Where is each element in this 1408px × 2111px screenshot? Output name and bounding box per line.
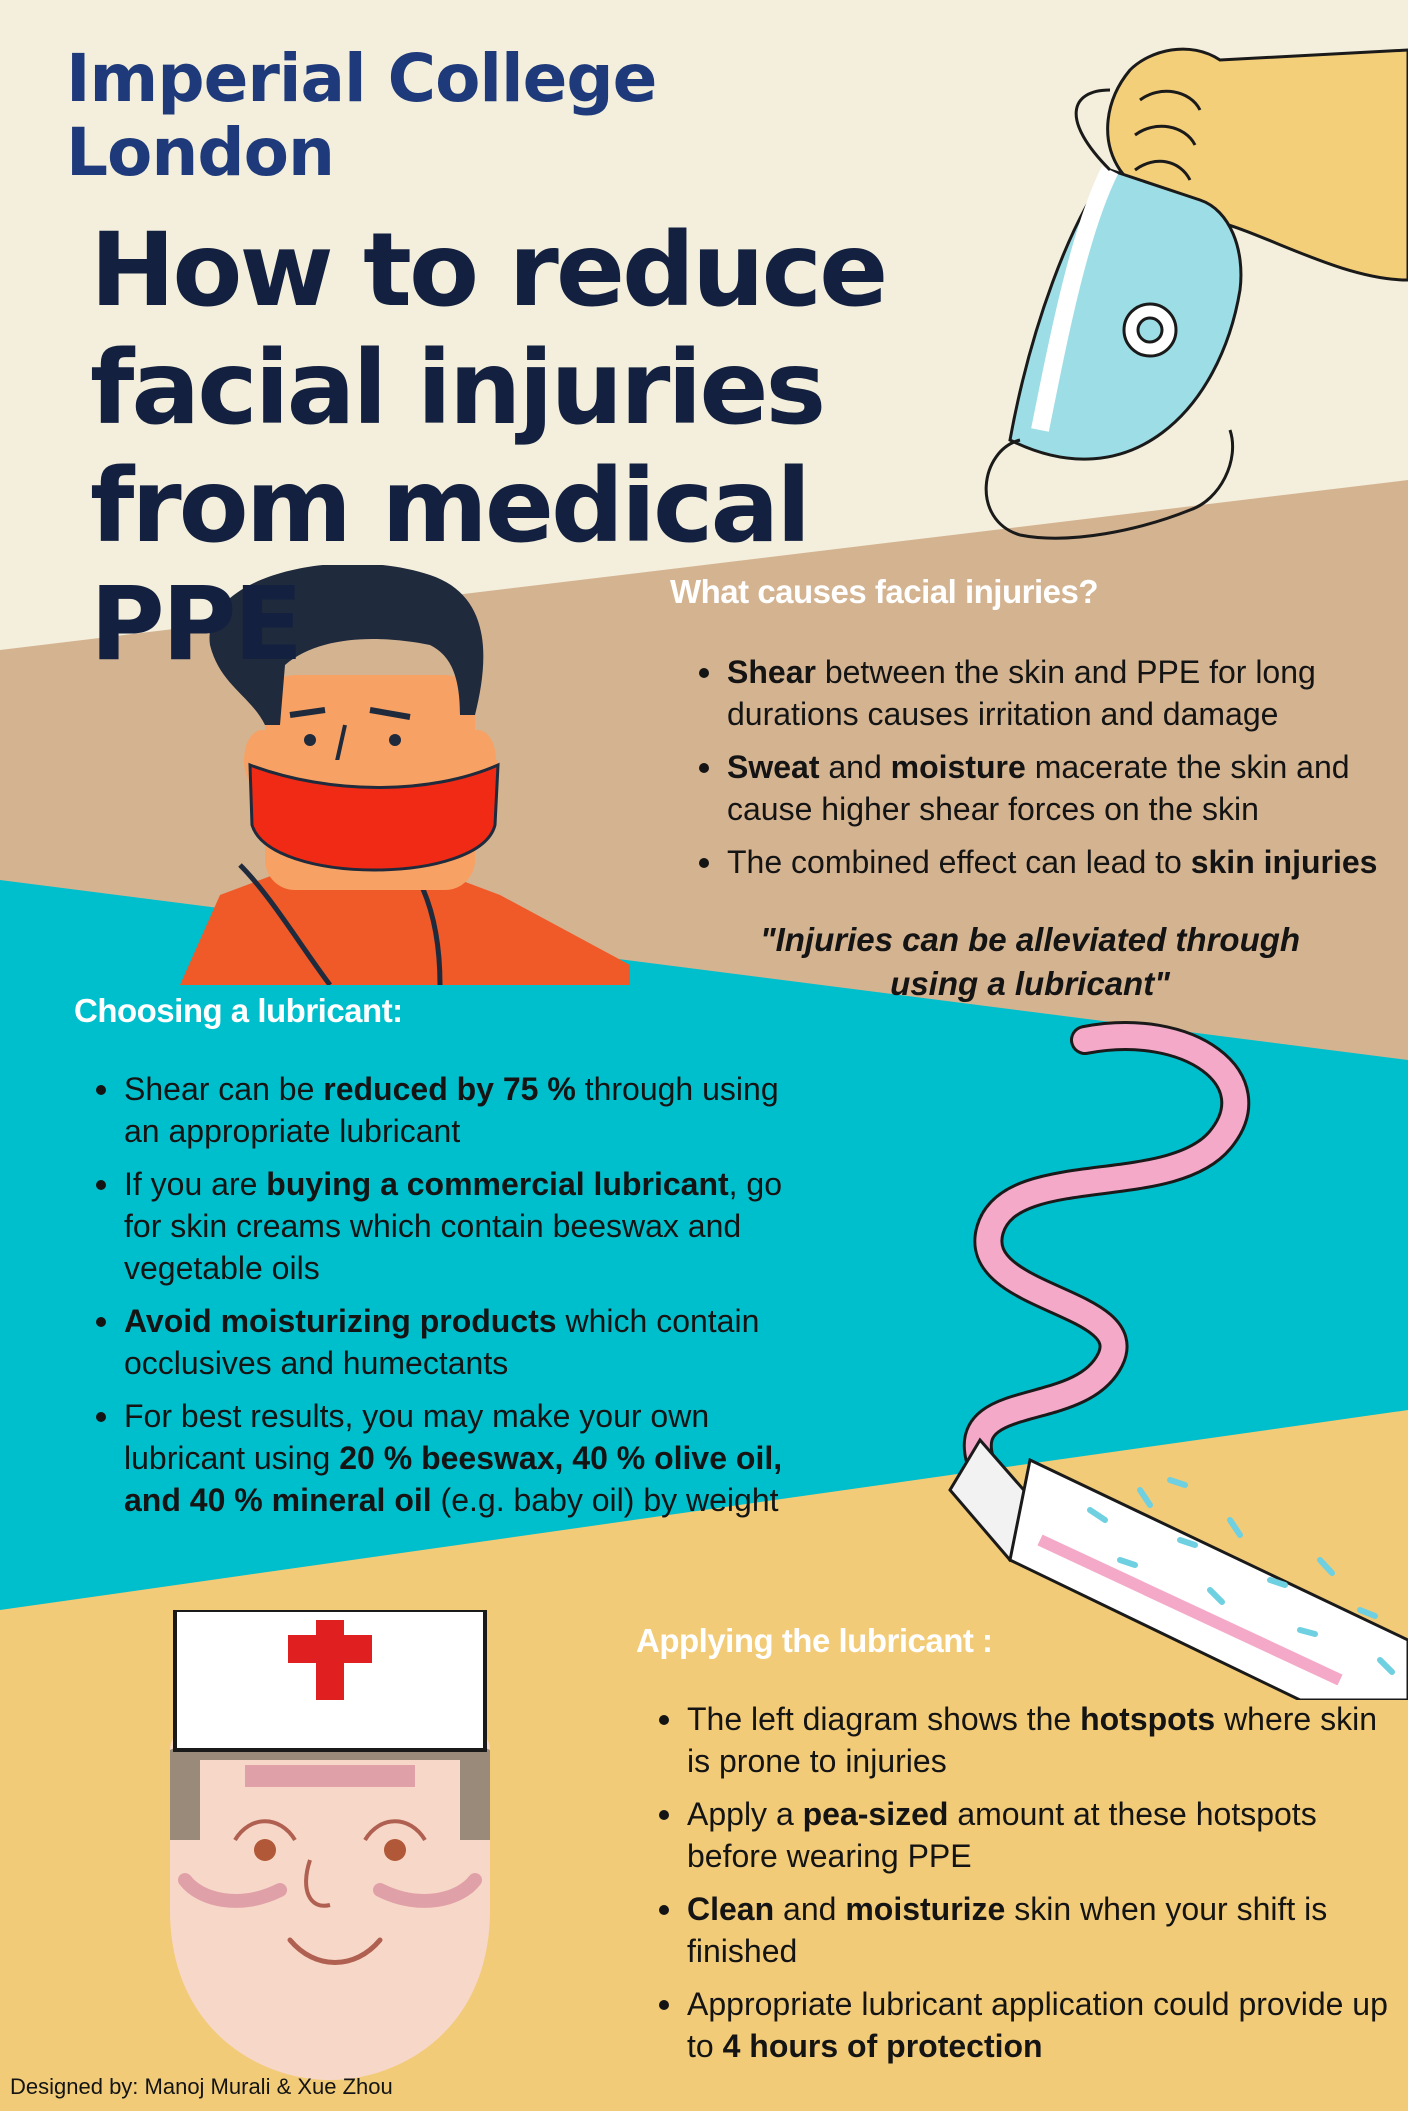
- apply-2-bold: pea-sized: [802, 1796, 949, 1832]
- list-item: [695, 841, 1395, 883]
- apply-3-post: skin when your shift is finished: [687, 1891, 1328, 1969]
- cause-1-bold: Shear: [727, 654, 816, 690]
- applying-list: [655, 1698, 1395, 2078]
- choose-3-post: which contain occlusives and humectants: [124, 1303, 760, 1381]
- list-item: [655, 1793, 1395, 1877]
- choose-1-post: through using an appropriate lubricant: [124, 1071, 779, 1149]
- choose-2-post: , go for skin creams which contain beeswax and vegetable oils: [124, 1166, 783, 1286]
- title-line-2: facial injuries: [90, 329, 824, 448]
- list-item: [92, 1068, 812, 1152]
- apply-4-bold: 4 hours of protection: [722, 2028, 1043, 2064]
- apply-3-bold-2: moisturize: [845, 1891, 1006, 1927]
- list-item: [655, 1983, 1395, 2067]
- choose-1-pre: Shear can be: [124, 1071, 324, 1107]
- choose-1-bold: reduced by 75 %: [323, 1071, 576, 1107]
- choose-4-post: (e.g. baby oil) by weight: [431, 1482, 779, 1518]
- cause-2-text: macerate the skin and cause higher shear forces on the skin: [727, 749, 1350, 827]
- list-item: [695, 746, 1395, 830]
- choose-3-bold: Avoid moisturizing products: [124, 1303, 557, 1339]
- title-line-3: from medical PPE: [90, 447, 809, 684]
- hand-holding-mask-icon: [960, 30, 1408, 550]
- choose-2-bold: buying a commercial lubricant: [266, 1166, 729, 1202]
- choose-4-bold: 20 % beeswax, 40 % olive oil, and 40 % mineral oil: [124, 1440, 783, 1518]
- choosing-heading: Choosing a lubricant:: [74, 992, 403, 1029]
- apply-1-pre: The left diagram shows the: [687, 1701, 1081, 1737]
- cause-3-text: The combined effect can lead to: [727, 844, 1191, 880]
- cause-2-bold-2: moisture: [890, 749, 1026, 785]
- applying-heading: Applying the lubricant :: [636, 1622, 993, 1659]
- apply-3-mid: and: [774, 1891, 846, 1927]
- lubricant-tube-icon: [940, 1020, 1408, 1700]
- cause-2-bold-1: Sweat: [727, 749, 820, 785]
- apply-1-post: where skin is prone to injuries: [687, 1701, 1378, 1779]
- nurse-face-icon: [140, 1610, 520, 2080]
- choose-4-pre: For best results, you may make your own lubricant using: [124, 1398, 710, 1476]
- apply-2-post: amount at these hotspots before wearing PPE: [687, 1796, 1317, 1874]
- list-item: [695, 651, 1395, 735]
- list-item: [655, 1888, 1395, 1972]
- quote: "Injuries can be alleviated through using a lubricant": [759, 921, 1301, 1002]
- title-line-1: How to reduce: [90, 211, 886, 330]
- list-item: [655, 1698, 1395, 1782]
- list-item: [92, 1300, 812, 1384]
- brand-logo: [66, 42, 766, 190]
- list-item: [92, 1163, 812, 1289]
- list-item: [92, 1395, 812, 1521]
- cause-3-bold: skin injuries: [1190, 844, 1378, 880]
- cause-2-mid: and: [819, 749, 891, 785]
- page-title: [90, 212, 950, 684]
- apply-4-pre: Appropriate lubricant application could provide up to: [687, 1986, 1388, 2064]
- causes-heading: What causes facial injuries?: [670, 573, 1098, 610]
- brand-line-1: Imperial College: [66, 40, 657, 117]
- causes-list: [695, 651, 1395, 894]
- apply-1-bold: hotspots: [1080, 1701, 1216, 1737]
- apply-2-pre: Apply a: [687, 1796, 803, 1832]
- brand-line-2: London: [66, 114, 334, 191]
- designer-credit: Designed by: Manoj Murali & Xue Zhou: [10, 2074, 393, 2099]
- choosing-list: [92, 1068, 812, 1532]
- choose-2-pre: If you are: [124, 1166, 267, 1202]
- apply-3-bold-1: Clean: [687, 1891, 775, 1927]
- cause-1-text: between the skin and PPE for long durations causes irritation and damage: [727, 654, 1316, 732]
